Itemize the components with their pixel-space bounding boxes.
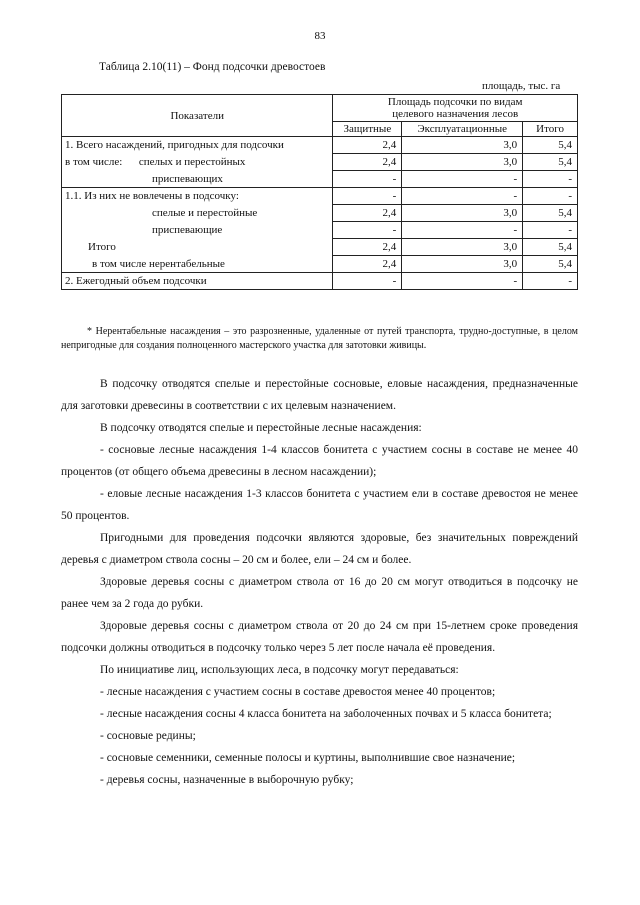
cell-total: - bbox=[523, 222, 578, 239]
table-row bbox=[62, 273, 578, 290]
paragraph: - сосновые семенники, семенные полосы и куртины, выполнившие свое назначение; bbox=[100, 752, 516, 764]
cell-exploitation: - bbox=[402, 273, 523, 290]
cell-exploitation: 3,0 bbox=[402, 256, 523, 273]
cell-exploitation: 3,0 bbox=[402, 239, 523, 256]
paragraph: В подсочку отводятся спелые и перестойные сосновые, еловые насаждения, предназначенные для заготовки древесины в соответствии с их целевым назначением. bbox=[61, 378, 578, 412]
table-row bbox=[62, 137, 578, 154]
header-area-line1: Площадь подсочки по видам bbox=[387, 96, 523, 108]
paragraph: - деревья сосны, назначенные в выборочную рубку; bbox=[100, 774, 354, 786]
units-label: площадь, тыс. га bbox=[482, 80, 561, 92]
cell-total: 5,4 bbox=[523, 256, 578, 273]
header-exploitation: Эксплуатационные bbox=[402, 122, 523, 137]
cell-protective: - bbox=[333, 222, 402, 239]
paragraph: Здоровые деревья сосны с диаметром ствола от 20 до 24 см при 15-летнем сроке проведения подсочки должны отводиться в подсочку только через 5 лет после начала её проведения. bbox=[61, 620, 578, 654]
paragraph: - лесные насаждения с участием сосны в составе древостоя менее 40 процентов; bbox=[100, 686, 496, 698]
paragraph: По инициативе лиц, использующих леса, в подсочку могут передаваться: bbox=[100, 664, 459, 676]
row-label: в том числе нерентабельные bbox=[62, 256, 333, 273]
table-row bbox=[62, 171, 578, 188]
cell-exploitation: 3,0 bbox=[402, 205, 523, 222]
row-label: 1. Всего насаждений, пригодных для подсочки bbox=[62, 137, 333, 154]
table-row bbox=[62, 239, 578, 256]
cell-total: - bbox=[523, 171, 578, 188]
header-indicators: Показатели bbox=[62, 95, 333, 137]
subtapping-fund-table bbox=[61, 94, 578, 290]
paragraph: - лесные насаждения сосны 4 класса бонитета на заболоченных почвах и 5 класса бонитета; bbox=[100, 708, 552, 720]
header-area-line2: целевого назначения лесов bbox=[392, 108, 519, 121]
cell-exploitation: 3,0 bbox=[402, 154, 523, 171]
cell-protective: 2,4 bbox=[333, 239, 402, 256]
cell-total: 5,4 bbox=[523, 239, 578, 256]
cell-total: - bbox=[523, 188, 578, 205]
paragraph: - сосновые редины; bbox=[100, 730, 196, 742]
cell-protective: - bbox=[333, 171, 402, 188]
table-row bbox=[62, 205, 578, 222]
paragraph: - еловые лесные насаждения 1-3 классов бонитета с участием ели в составе древостоя не менее 50 процентов. bbox=[61, 488, 578, 522]
cell-total: 5,4 bbox=[523, 137, 578, 154]
cell-protective: 2,4 bbox=[333, 137, 402, 154]
row-label: Итого bbox=[62, 239, 333, 256]
cell-total: 5,4 bbox=[523, 205, 578, 222]
cell-protective: 2,4 bbox=[333, 205, 402, 222]
row-label: приспевающие bbox=[62, 222, 333, 239]
row-label: 2. Ежегодный объем подсочки bbox=[62, 273, 333, 290]
cell-exploitation: - bbox=[402, 171, 523, 188]
table-row bbox=[62, 188, 578, 205]
cell-total: - bbox=[523, 273, 578, 290]
cell-protective: - bbox=[333, 188, 402, 205]
table-row bbox=[62, 154, 578, 171]
cell-exploitation: - bbox=[402, 222, 523, 239]
page-number: 83 bbox=[314, 30, 326, 42]
row-label: в том числе: спелых и перестойных bbox=[62, 154, 333, 171]
table-row bbox=[62, 256, 578, 273]
cell-protective: 2,4 bbox=[333, 154, 402, 171]
header-area bbox=[333, 95, 578, 122]
cell-exploitation: 3,0 bbox=[402, 137, 523, 154]
footnote: * Нерентабельные насаждения – это разрозненные, удаленные от путей транспорта, трудно-доступные, в целом непригодные для создания полноценного мастерского участка для затотовки живицы. bbox=[61, 326, 578, 351]
body-text bbox=[61, 373, 578, 791]
paragraph: В подсочку отводятся спелые и перестойные лесные насаждения: bbox=[100, 422, 422, 434]
cell-total: 5,4 bbox=[523, 154, 578, 171]
cell-protective: 2,4 bbox=[333, 256, 402, 273]
header-protective: Защитные bbox=[333, 122, 402, 137]
cell-protective: - bbox=[333, 273, 402, 290]
paragraph: Пригодными для проведения подсочки являются здоровые, без значительных повреждений деревья с диаметром ствола сосны – 20 см и более, ели – 24 см и более. bbox=[61, 532, 578, 566]
header-total: Итого bbox=[523, 122, 578, 137]
paragraph: Здоровые деревья сосны с диаметром ствола от 16 до 20 см могут отводиться в подсочку не ранее чем за 2 года до рубки. bbox=[61, 576, 578, 610]
row-label: 1.1. Из них не вовлечены в подсочку: bbox=[62, 188, 333, 205]
paragraph: - сосновые лесные насаждения 1-4 классов бонитета с участием сосны в составе не менее 40 процентов (от общего объема древесины в лесном насаждении); bbox=[61, 444, 578, 478]
row-label: спелые и перестойные bbox=[62, 205, 333, 222]
table-title: Таблица 2.10(11) – Фонд подсочки древостоев bbox=[99, 61, 326, 73]
row-label: приспевающих bbox=[62, 171, 333, 188]
cell-exploitation: - bbox=[402, 188, 523, 205]
table-row bbox=[62, 222, 578, 239]
